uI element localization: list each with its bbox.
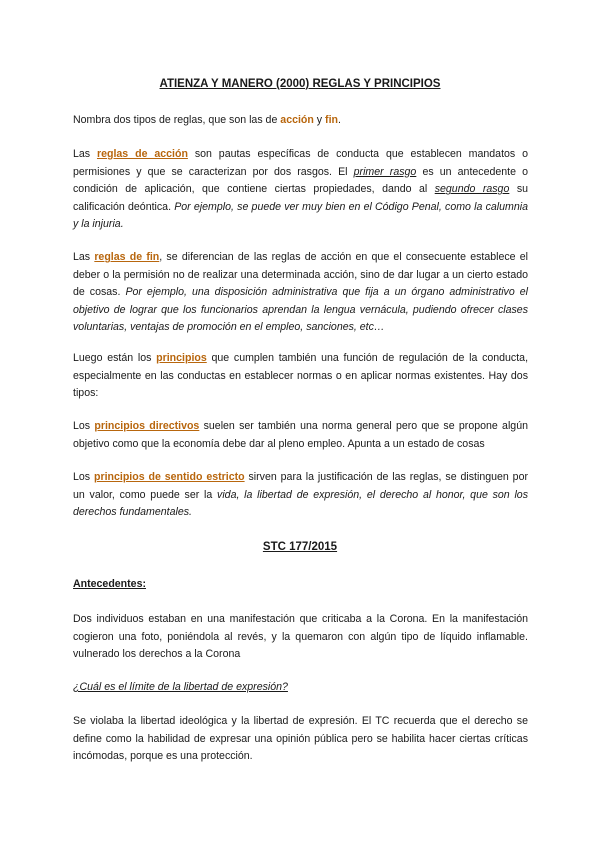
principios-paragraph xyxy=(73,350,528,403)
example-text: Por ejemplo, una disposición administrativa que fija a un órgano administrativo el objetivo de lograr que los funcionarios aprendan la lengua vernácula, pudiendo ofrecer clases voluntarias, ventajas de promoción en el empleo, sanciones, etc… xyxy=(73,286,528,334)
page-title: ATIENZA Y MANERO (2000) REGLAS Y PRINCIPIOS xyxy=(159,78,441,90)
antecedentes-paragraph: Dos individuos estaban en una manifestación que criticaba a la Corona. En la manifestación cogieron una foto, poniéndola al revés, y la quemaron con algún tipo de líquido inflamable. vulnerado los derechos a la Corona xyxy=(73,613,528,661)
intro-text: y xyxy=(313,114,326,126)
question-heading xyxy=(73,679,528,697)
paragraph-text: suelen ser también una norma general pero que se propone algún objetivo como que la economía debe dar al pleno empleo. Apunta a un estado de cosas xyxy=(73,420,528,450)
paragraph-text: Las xyxy=(73,148,97,160)
antecedentes-heading xyxy=(73,576,528,594)
paragraph-text: sirven para la justificación de las reglas, se distinguen por un valor, como puede ser la xyxy=(73,471,528,501)
principios-directivos-paragraph xyxy=(73,418,528,453)
reglas-fin-paragraph xyxy=(73,249,528,337)
keyword-principios-directivos: principios directivos xyxy=(94,420,200,432)
paragraph-text: Luego están los xyxy=(73,352,157,364)
keyword-primer-rasgo: primer rasgo xyxy=(353,165,417,178)
paragraph-text: , se diferencian de las reglas de acción en que el consecuente establece el deber o la permisión no de realizar una determinada acción, sino de dar lugar a un cierto estado de cosas. xyxy=(73,251,529,299)
paragraph-text: son pautas específicas de conducta que establecen mandatos o permisiones y que se caracterizan por dos rasgos. El xyxy=(73,148,528,178)
keyword-segundo-rasgo: segundo rasgo xyxy=(434,183,510,196)
antecedentes-label: Antecedentes: xyxy=(73,578,146,590)
keyword-reglas-de-accion: reglas de acción xyxy=(96,148,188,160)
paragraph-text: Los xyxy=(73,471,94,483)
answer-paragraph: Se violaba la libertad ideológica y la libertad de expresión. El TC recuerda que el derecho se define como la habilidad de expresar una opinión pública pero se habilita hacer ciertas críticas incómodas, porque es una protección. xyxy=(73,715,528,763)
keyword-principios-sentido-estricto: principios de sentido estricto xyxy=(93,471,245,483)
paragraph-text: su calificación deóntica. xyxy=(73,183,529,213)
question-text: ¿Cuál es el límite de la libertad de expresión? xyxy=(73,681,288,693)
keyword-reglas-de-fin: reglas de fin xyxy=(94,251,160,263)
paragraph-text: Las xyxy=(73,251,95,263)
paragraph-text: Los xyxy=(73,420,95,432)
paragraph-text: que cumplen también una función de regulación de la conducta, especialmente en las conductas en establecer normas o en aplicar normas existentes. Hay dos tipos: xyxy=(73,352,529,400)
keyword-accion: acción xyxy=(280,114,314,126)
keyword-fin: fin xyxy=(325,114,338,126)
example-text: vida, la libertad de expresión, el derecho al honor, que son los derechos fundamentales. xyxy=(73,488,528,519)
example-text: Por ejemplo, se puede ver muy bien en el Código Penal, como la calumnia y la injuria. xyxy=(73,200,528,231)
principios-estricto-paragraph xyxy=(73,469,528,522)
stc-heading: STC 177/2015 xyxy=(262,541,338,553)
keyword-principios: principios xyxy=(156,352,207,364)
intro-text: Nombra dos tipos de reglas, que son las de xyxy=(73,114,281,126)
intro-paragraph xyxy=(73,112,528,130)
reglas-accion-paragraph xyxy=(73,146,528,234)
paragraph-text: es un antecedente o condición de aplicación, que contiene ciertas propiedades, dando al xyxy=(73,165,528,196)
intro-text: . xyxy=(338,114,341,126)
